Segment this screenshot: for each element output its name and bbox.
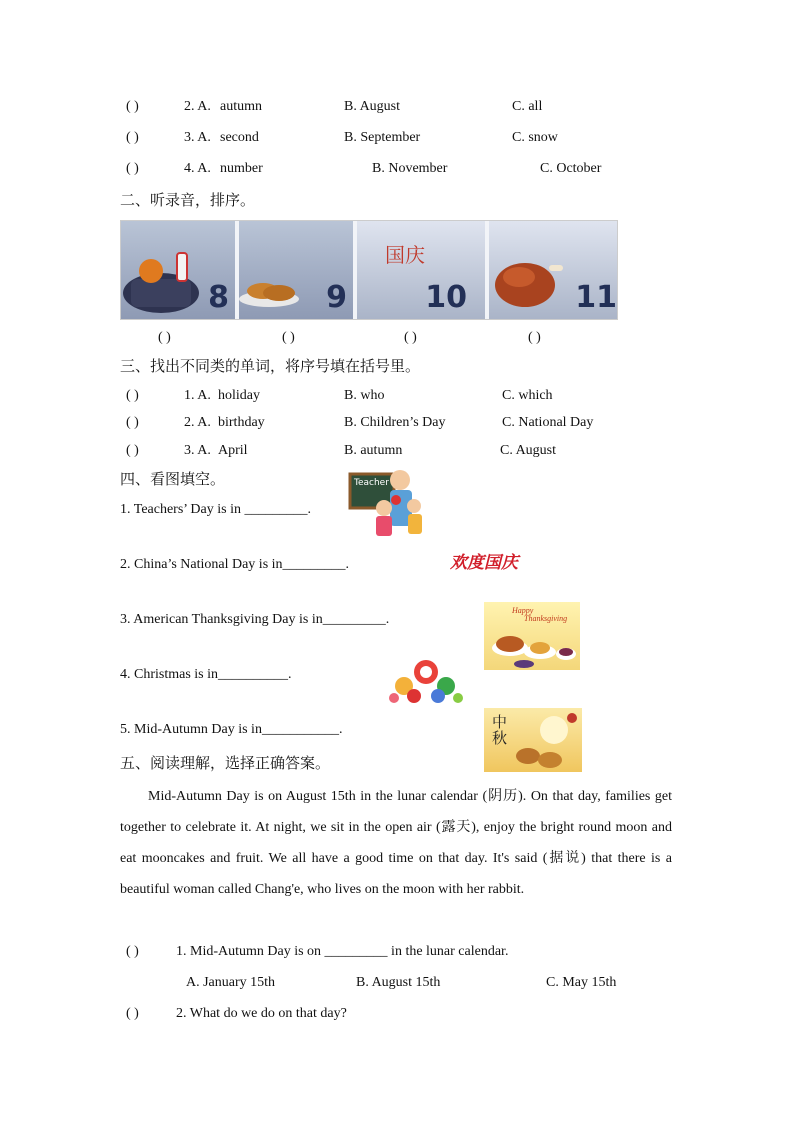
picture-panel [121, 221, 235, 319]
listening-picture-strip [120, 220, 618, 320]
teacher-students-icon [348, 464, 424, 544]
panel-number: 9 [326, 280, 347, 315]
answer-bracket[interactable]: ( ) [126, 99, 139, 114]
question-number: 2. A. [184, 415, 211, 430]
section-heading: 三、找出不同类的单词，将序号填在括号里。 [120, 357, 421, 375]
question-number: 3. A. [184, 130, 211, 145]
panel-number: 10 [425, 280, 467, 315]
national-day-picture [446, 546, 530, 582]
question-number: 1. A. [184, 388, 211, 403]
option-c: C. May 15th [546, 975, 617, 990]
national-day-calligraphy: 欢度国庆 [450, 553, 518, 573]
answer-bracket[interactable]: ( ) [126, 1006, 139, 1021]
thanksgiving-label: Thanksgiving [524, 614, 568, 623]
teachers-day-picture [348, 464, 424, 544]
national-day-label: 国庆 [385, 243, 425, 267]
passage-text: Mid-Autumn Day is on August 15th in the lunar calendar (阴历). On that day, families get together to celebrate it. At night, we sit in the open air (露天), enjoy the bright round moon and eat mooncakes and fruit. We all have a good time on that day. It's said (据说) that there is a beautiful woman called Chang'e, who lives on the moon with her rabbit. [120, 789, 672, 897]
option-a: April [218, 443, 248, 458]
order-blank[interactable]: ( ) [158, 330, 171, 345]
panel-number: 11 [575, 280, 617, 315]
answer-bracket[interactable]: ( ) [126, 130, 139, 145]
fill-in-item[interactable]: 2. China’s National Day is in_________. [120, 557, 350, 572]
fill-in-item[interactable]: 4. Christmas is in__________. [120, 667, 292, 682]
option-c: C. October [540, 161, 602, 176]
picture-panel [489, 221, 617, 319]
section-heading: 四、看图填空。 [120, 470, 226, 488]
option-c: C. which [502, 388, 553, 403]
section-heading: 五、阅读理解，选择正确答案。 [120, 754, 331, 772]
fill-in-item[interactable]: 3. American Thanksgiving Day is in_________. [120, 612, 390, 627]
option-c: C. snow [512, 130, 558, 145]
section-heading: 二、听录音，排序。 [120, 191, 256, 209]
thanksgiving-picture [484, 602, 580, 670]
christmas-celebration-icon [382, 656, 468, 706]
option-a: second [220, 130, 259, 145]
question-number: 2. A. [184, 99, 211, 114]
answer-bracket[interactable]: ( ) [126, 388, 139, 403]
option-b: B. autumn [344, 443, 403, 458]
order-blank[interactable]: ( ) [282, 330, 295, 345]
option-a: number [220, 161, 263, 176]
mid-autumn-picture [484, 708, 582, 772]
option-b: B. August 15th [356, 975, 441, 990]
option-a: A. January 15th [186, 975, 276, 990]
question-text: 2. What do we do on that day? [176, 1006, 347, 1021]
option-a: holiday [218, 388, 260, 403]
option-c: C. National Day [502, 415, 594, 430]
option-b: B. November [372, 161, 448, 176]
order-blank[interactable]: ( ) [528, 330, 541, 345]
option-b: B. August [344, 99, 401, 114]
thanksgiving-label: Happy [512, 606, 534, 615]
answer-bracket[interactable]: ( ) [126, 443, 139, 458]
question-number: 3. A. [184, 443, 211, 458]
picture-panel [239, 221, 353, 319]
panel-number: 8 [208, 280, 229, 315]
answer-bracket[interactable]: ( ) [126, 161, 139, 176]
question-number: 4. A. [184, 161, 211, 176]
option-a: birthday [218, 415, 265, 430]
christmas-picture [382, 656, 468, 706]
fill-in-item[interactable]: 1. Teachers’ Day is in _________. [120, 502, 311, 517]
fill-in-item[interactable]: 5. Mid-Autumn Day is in___________. [120, 722, 343, 737]
option-c: C. August [500, 443, 557, 458]
option-b: B. Children’s Day [344, 415, 446, 430]
answer-bracket[interactable]: ( ) [126, 944, 139, 959]
option-c: C. all [512, 99, 543, 114]
option-b: B. who [344, 388, 385, 403]
question-text: 1. Mid-Autumn Day is on _________ in the lunar calendar. [176, 944, 509, 959]
picture-panel [357, 221, 485, 319]
mid-autumn-characters: 中秋 [492, 713, 508, 747]
option-b: B. September [344, 130, 421, 145]
answer-bracket[interactable]: ( ) [126, 415, 139, 430]
order-blank[interactable]: ( ) [404, 330, 417, 345]
reading-passage [120, 781, 672, 905]
chalkboard-text: Teacher [354, 478, 389, 488]
option-a: autumn [220, 99, 262, 114]
